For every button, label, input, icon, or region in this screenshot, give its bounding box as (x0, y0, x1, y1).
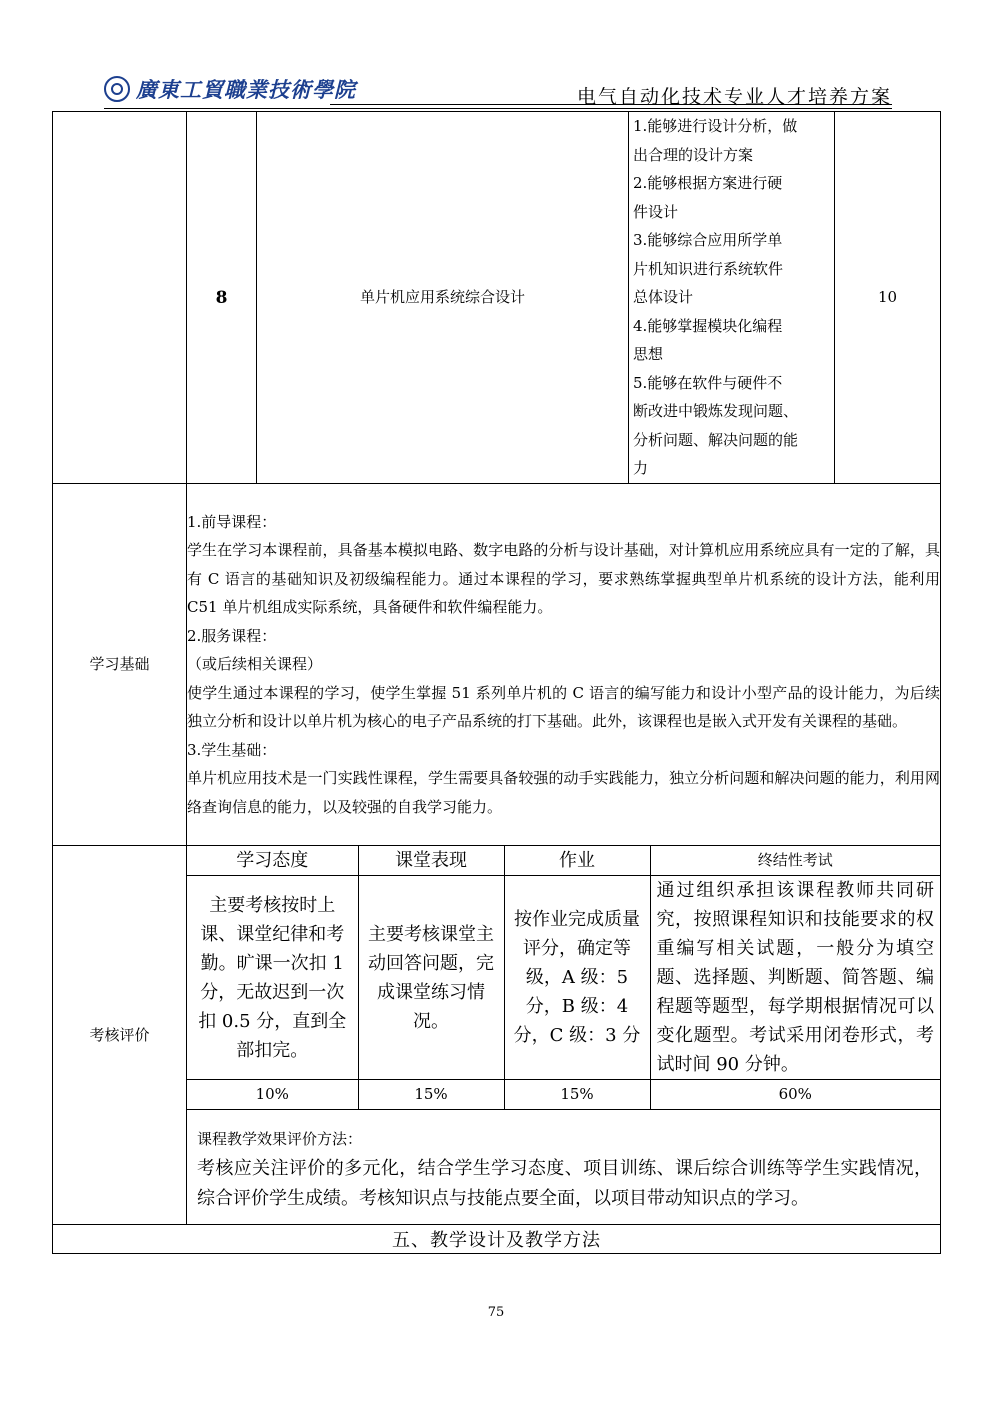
college-name: 廣東工貿職業技術學院 (136, 77, 356, 102)
learning-basis-row (53, 484, 941, 846)
ability-line: 分析问题、解决问题的能 (633, 430, 799, 449)
assessment-header-row (187, 846, 940, 876)
ability-line: 力 (633, 459, 649, 478)
assessment-weight-row (187, 1080, 940, 1110)
assessment-label: 考核评价 (53, 846, 187, 1225)
ability-cell (629, 112, 835, 484)
assessment-criteria: 主要考核按时上课、课堂纪律和考勤。旷课一次扣 1 分，无故迟到一次扣 0.5 分，直到全部扣完。 (187, 876, 358, 1080)
assessment-col-head: 终结性考试 (650, 846, 940, 876)
evaluation-method-title: 课程教学效果评价方法： (197, 1130, 363, 1148)
basis-heading: 2.服务课程： (187, 626, 277, 645)
college-emblem-icon (104, 76, 130, 102)
project-name: 单片机应用系统综合设计 (257, 112, 629, 484)
page-number: 75 (487, 1305, 505, 1320)
section-title: 五、教学设计及教学方法 (53, 1225, 941, 1254)
assessment-weight: 15% (504, 1080, 650, 1110)
learning-basis-label: 学习基础 (53, 484, 187, 846)
basis-paragraph: 单片机应用技术是一门实践性课程，学生需要具备较强的动手实践能力，独立分析问题和解决问题的能力，利用网络查询信息的能力，以及较强的自我学习能力。 (187, 769, 940, 816)
basis-heading: 3.学生基础： (187, 740, 277, 759)
assessment-row (53, 846, 941, 1225)
ability-line: 片机知识进行系统软件 (633, 259, 784, 278)
assessment-table (187, 846, 940, 1110)
ability-line: 件设计 (633, 202, 679, 221)
ability-line: 1.能够进行设计分析，做 (633, 117, 798, 136)
assessment-col-head: 课堂表现 (358, 846, 504, 876)
course-table (52, 111, 941, 1254)
ability-line: 断改进中锻炼发现问题、 (633, 402, 799, 421)
header-divider-thin (330, 104, 892, 105)
ability-line: 3.能够综合应用所学单 (633, 231, 783, 250)
section-row (53, 1225, 941, 1254)
basis-note: （或后续相关课程） (187, 655, 323, 674)
evaluation-method (187, 1110, 940, 1224)
assessment-criteria: 通过组织承担该课程教师共同研究，按照课程知识和技能要求的权重编写相关试题，一般分为填空题、选择题、判断题、简答题、编程题等题型，每学期根据情况可以变化题型。考试采用闭卷形式，考试时间 90 分钟。 (650, 876, 940, 1080)
ability-line: 2.能够根据方案进行硬 (633, 174, 783, 193)
ability-line: 出合理的设计方案 (633, 145, 754, 164)
project-row-8 (53, 112, 941, 484)
evaluation-method-text: 考核应关注评价的多元化，结合学生学习态度、项目训练、课后综合训练等学生实践情况，综合评价学生成绩。考核知识点与技能点要全面，以项目带动知识点的学习。 (197, 1158, 932, 1209)
assessment-body-row (187, 876, 940, 1080)
assessment-weight: 15% (358, 1080, 504, 1110)
ability-line: 总体设计 (633, 288, 694, 307)
basis-paragraph: 使学生通过本课程的学习，使学生掌握 51 系列单片机的 C 语言的编写能力和设计小型产品的设计能力，为后续独立分析和设计以单片机为核心的电子产品系统的打下基础。此外，该课程也是嵌入式开发有关课程的基础。 (187, 683, 940, 731)
assessment-criteria: 按作业完成质量评分，确定等级，A 级：5 分，B 级：4 分，C 级：3 分 (504, 876, 650, 1080)
assessment-col-head: 学习态度 (187, 846, 358, 876)
assessment-content (187, 846, 941, 1225)
assessment-weight: 10% (187, 1080, 358, 1110)
ability-line: 5.能够在软件与硬件不 (633, 373, 783, 392)
project-hours: 10 (835, 112, 941, 484)
ability-line: 4.能够掌握模块化编程 (633, 316, 783, 335)
basis-paragraph: 学生在学习本课程前，具备基本模拟电路、数字电路的分析与设计基础，对计算机应用系统应具有一定的了解，具有 C 语言的基础知识及初级编程能力。通过本课程的学习，要求熟练掌握典型单片机系统的设计方法，能利用 C51 单片机组成实际系统，具备硬件和软件编程能力。 (187, 541, 940, 617)
project-number: 8 (187, 112, 257, 484)
header-divider (104, 108, 892, 109)
assessment-weight: 60% (650, 1080, 940, 1110)
ability-line: 思想 (633, 345, 664, 364)
learning-basis-content (187, 484, 941, 846)
document-title: 电气自动化技术专业人才培养方案 (576, 86, 892, 108)
empty-label-cell (53, 112, 187, 484)
assessment-criteria: 主要考核课堂主动回答问题，完成课堂练习情况。 (358, 876, 504, 1080)
college-logo (104, 74, 356, 104)
assessment-col-head: 作业 (504, 846, 650, 876)
basis-heading: 1.前导课程： (187, 512, 277, 531)
